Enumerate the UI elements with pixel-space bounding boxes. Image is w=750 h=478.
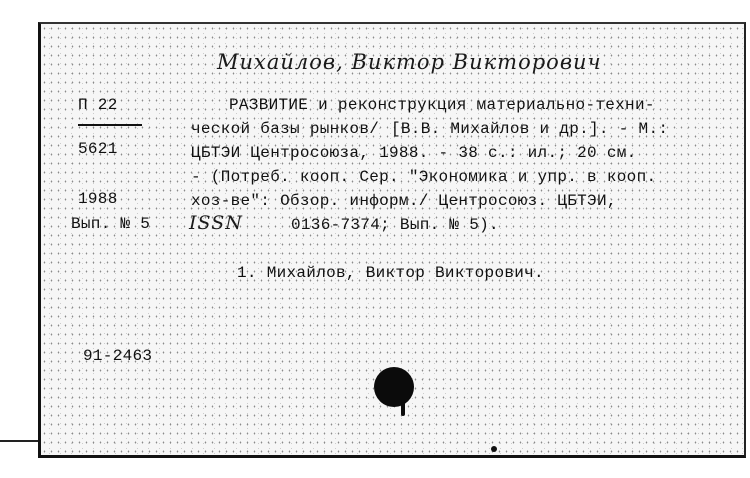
card-punch-hole bbox=[374, 367, 414, 407]
entry-line-5: хоз-ве": Обзор. информ./ Центросоюз. ЦБТЭИ, bbox=[191, 192, 617, 210]
entry-line-2a: ческой базы рынков/ bbox=[191, 120, 380, 138]
card-edge-line bbox=[0, 440, 40, 442]
entry-issn-handwritten: ISSN bbox=[189, 212, 243, 234]
accession-number: 91-2463 bbox=[83, 347, 153, 365]
handwritten-author-heading: Михайлов, Виктор Викторович bbox=[217, 50, 602, 74]
card-punch-hole-tail bbox=[401, 402, 405, 416]
call-number-shelf: П 22 bbox=[78, 96, 118, 114]
entry-line-4: - (Потреб. кооп. Сер. "Экономика и упр. в кооп. bbox=[191, 168, 657, 186]
card-bottom-dot bbox=[491, 446, 497, 452]
call-number-issue: Вып. № 5 bbox=[71, 215, 151, 233]
entry-line-2b: [В.В. Михайлов и др.]. - М.: bbox=[391, 120, 669, 138]
tracing-line: 1. Михайлов, Виктор Викторович. bbox=[237, 264, 544, 282]
entry-line-1: РАЗВИТИЕ и реконструкция материально-техни- bbox=[229, 96, 655, 114]
call-number-inventory: 5621 bbox=[78, 140, 118, 158]
catalog-card bbox=[38, 22, 746, 458]
call-number-rule bbox=[78, 124, 142, 126]
entry-line-6: 0136-7374; Вып. № 5). bbox=[291, 216, 499, 234]
entry-line-3: ЦБТЭИ Центросоюза, 1988. - 38 с.: ил.; 20 см. bbox=[191, 144, 637, 162]
call-number-year: 1988 bbox=[78, 190, 118, 208]
